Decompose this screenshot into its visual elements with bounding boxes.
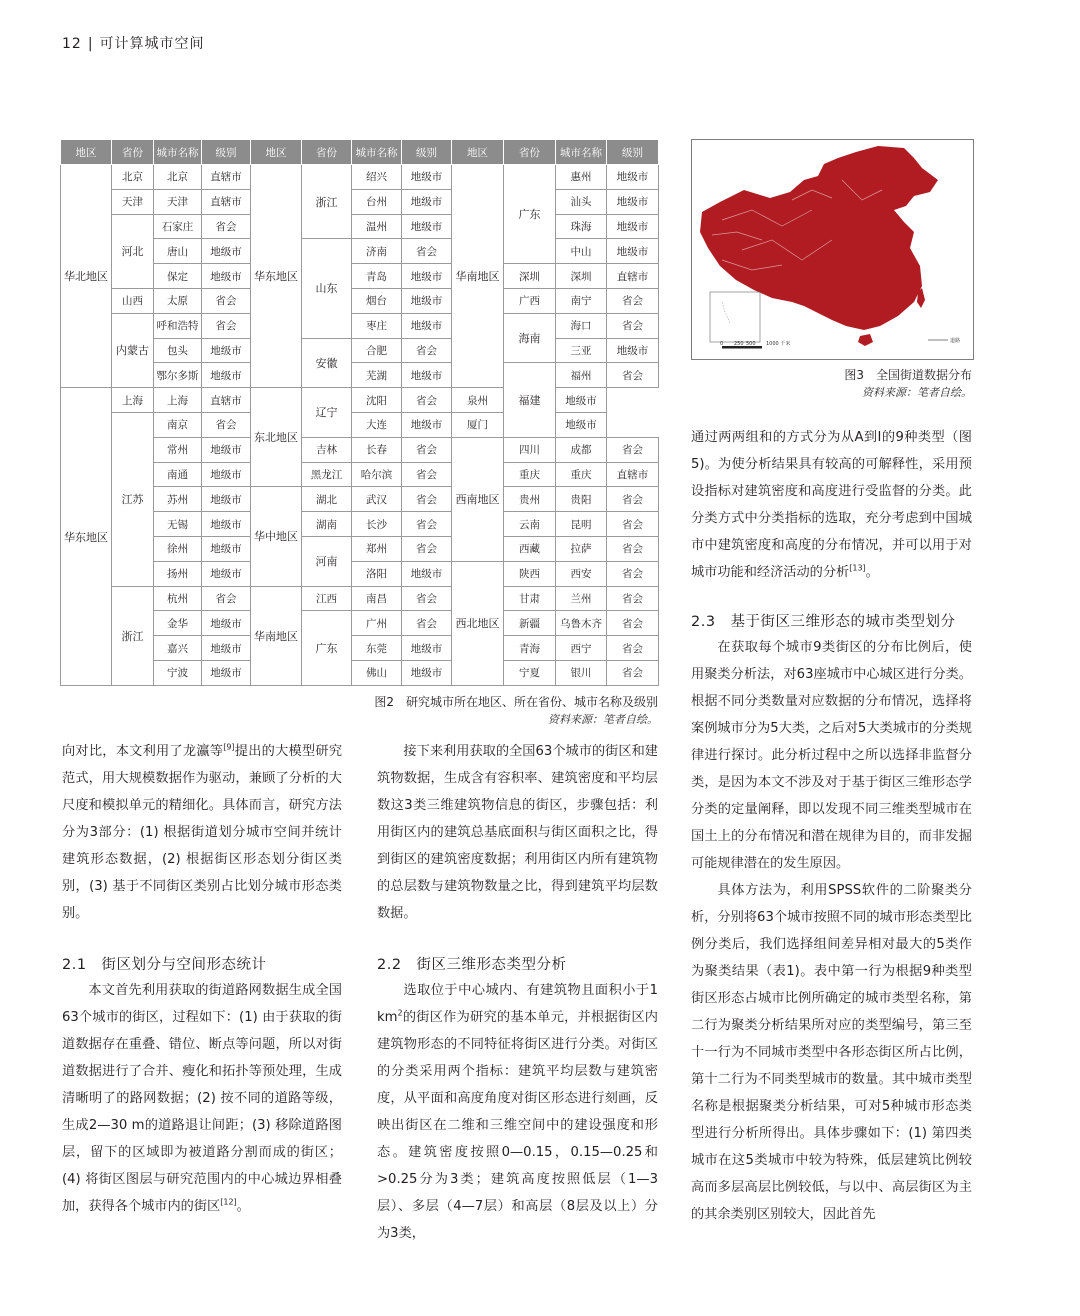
city-cell: 鄂尔多斯 — [154, 363, 202, 388]
city-cell: 苏州 — [154, 487, 202, 512]
level-cell: 省会 — [607, 288, 659, 313]
level-cell: 直辖市 — [202, 189, 251, 214]
province-cell: 黑龙江 — [302, 462, 352, 487]
city-cell: 福州 — [556, 363, 607, 388]
city-cell: 厦门 — [452, 412, 504, 437]
text-run: 。 — [865, 565, 879, 580]
legend-label: 道路 — [950, 338, 961, 344]
level-cell: 地级市 — [607, 239, 659, 264]
city-cell: 银川 — [556, 660, 607, 685]
level-cell: 地级市 — [202, 561, 251, 586]
city-cell: 西宁 — [556, 636, 607, 661]
province-cell: 湖南 — [302, 512, 352, 537]
province-cell: 江西 — [302, 586, 352, 611]
header-cell: 省份 — [112, 140, 154, 165]
region-cell: 华东地区 — [251, 165, 302, 388]
region-cell: 西北地区 — [452, 561, 504, 685]
level-cell: 地级市 — [607, 338, 659, 363]
paragraph — [62, 977, 342, 1220]
level-cell: 地级市 — [402, 264, 452, 289]
left-column-bottom — [62, 977, 342, 1220]
level-cell: 省会 — [402, 487, 452, 512]
header-cell: 省份 — [302, 140, 352, 165]
book-title: 可计算城市空间 — [99, 36, 205, 52]
city-cell: 杭州 — [154, 586, 202, 611]
level-cell: 省会 — [402, 611, 452, 636]
province-cell: 吉林 — [302, 437, 352, 462]
level-cell: 省会 — [402, 437, 452, 462]
level-cell: 省会 — [202, 586, 251, 611]
running-header — [62, 33, 205, 53]
province-cell: 河南 — [302, 536, 352, 586]
level-cell: 省会 — [607, 437, 659, 462]
level-cell: 地级市 — [607, 165, 659, 190]
header-cell: 省份 — [504, 140, 556, 165]
city-cell: 天津 — [154, 189, 202, 214]
city-cell: 枣庄 — [352, 313, 402, 338]
city-cell: 汕头 — [556, 189, 607, 214]
province-cell: 河北 — [112, 214, 154, 288]
level-cell: 地级市 — [556, 388, 607, 413]
level-cell: 省会 — [402, 536, 452, 561]
province-cell: 山西 — [112, 288, 154, 313]
province-cell: 北京 — [112, 165, 154, 190]
province-cell: 广东 — [504, 165, 556, 264]
city-cell: 乌鲁木齐 — [556, 611, 607, 636]
city-cell: 济南 — [352, 239, 402, 264]
city-cell: 西安 — [556, 561, 607, 586]
level-cell: 省会 — [202, 288, 251, 313]
city-cell: 合肥 — [352, 338, 402, 363]
province-cell: 重庆 — [504, 462, 556, 487]
level-cell: 省会 — [607, 363, 659, 388]
level-cell: 地级市 — [202, 338, 251, 363]
city-cell: 包头 — [154, 338, 202, 363]
right-column-top — [691, 424, 972, 586]
city-cell: 无锡 — [154, 512, 202, 537]
middle-column-top — [377, 738, 658, 927]
figure-2-caption — [330, 694, 658, 728]
level-cell: 地级市 — [402, 165, 452, 190]
city-cell: 徐州 — [154, 536, 202, 561]
level-cell: 省会 — [202, 214, 251, 239]
caption-source: 资料来源：笔者自绘。 — [548, 713, 658, 726]
paragraph — [691, 424, 972, 586]
map-figure — [692, 140, 973, 359]
city-cell: 南京 — [154, 412, 202, 437]
level-cell: 地级市 — [402, 561, 452, 586]
level-cell: 地级市 — [202, 363, 251, 388]
city-cell: 宁波 — [154, 660, 202, 685]
city-cell: 中山 — [556, 239, 607, 264]
city-cell: 佛山 — [352, 660, 402, 685]
city-cell: 郑州 — [352, 536, 402, 561]
level-cell: 省会 — [402, 462, 452, 487]
region-cell: 华南地区 — [251, 586, 302, 685]
province-cell: 陕西 — [504, 561, 556, 586]
city-cell: 南昌 — [352, 586, 402, 611]
city-cell: 呼和浩特 — [154, 313, 202, 338]
caption-source: 资料来源：笔者自绘。 — [862, 386, 972, 399]
city-cell: 南通 — [154, 462, 202, 487]
table-row — [61, 412, 659, 437]
city-cell: 三亚 — [556, 338, 607, 363]
paragraph — [62, 738, 342, 927]
province-cell: 山东 — [302, 239, 352, 338]
right-column-bottom — [691, 634, 972, 1228]
level-cell: 省会 — [202, 412, 251, 437]
city-cell: 温州 — [352, 214, 402, 239]
level-cell: 地级市 — [556, 412, 607, 437]
city-cell: 保定 — [154, 264, 202, 289]
level-cell: 地级市 — [202, 512, 251, 537]
level-cell: 省会 — [402, 338, 452, 363]
middle-column-bottom — [377, 977, 658, 1247]
text-run: 通过两两组和的方式分为从A到I的9种类型（图5)。为使分析结果具有较高的可解释性，采用预设指标对建筑密度和高度进行受监督的分类。此分类方式中分类指标的选取，充分考虑到中国城市中建筑密度和高度的分布情况，并可以用于对城市功能和经济活动的分析 — [691, 430, 972, 580]
superscript: 2 — [397, 1008, 403, 1018]
level-cell: 地级市 — [607, 214, 659, 239]
province-cell: 甘肃 — [504, 586, 556, 611]
header-cell: 级别 — [607, 140, 659, 165]
province-cell: 深圳 — [504, 264, 556, 289]
region-cell: 西南地区 — [452, 437, 504, 561]
city-cell: 珠海 — [556, 214, 607, 239]
mainland-china — [700, 146, 938, 330]
header-cell: 地区 — [251, 140, 302, 165]
city-cell: 武汉 — [352, 487, 402, 512]
city-cell: 哈尔滨 — [352, 462, 402, 487]
citation: [13] — [849, 563, 866, 573]
text-run: 。 — [236, 1199, 250, 1214]
level-cell: 省会 — [202, 313, 251, 338]
province-cell: 青海 — [504, 636, 556, 661]
level-cell: 地级市 — [607, 189, 659, 214]
city-cell: 青岛 — [352, 264, 402, 289]
level-cell: 地级市 — [402, 313, 452, 338]
province-cell: 福建 — [504, 363, 556, 437]
province-cell: 辽宁 — [302, 388, 352, 438]
province-cell: 湖北 — [302, 487, 352, 512]
city-cell: 洛阳 — [352, 561, 402, 586]
level-cell: 省会 — [607, 636, 659, 661]
header-cell: 地区 — [61, 140, 112, 165]
province-cell: 云南 — [504, 512, 556, 537]
city-cell: 长沙 — [352, 512, 402, 537]
level-cell: 地级市 — [402, 214, 452, 239]
paragraph: 具体方法为，利用SPSS软件的二阶聚类分析，分别将63个城市按照不同的城市形态类型比例分类后，我们选择组间差异相对最大的5类作为聚类结果（表1)。表中第一行为根据9种类型街区形态占城市比例所确定的城市类型名称，第二行为聚类分析结果所对应的类型编号，第三至十一行为不同城市类型中各形态街区所占比例，第十二行为不同类型城市的数量。其中城市类型名称是根据聚类分析结果，可对5种城市形态类型进行分析所得出。具体步骤如下：(1) 第四类城市在这5类城市中较为特殊，低层建筑比例较高而多层高层比例较低，与以中、高层街区为主的其余类别区别较大，因此首先 — [691, 883, 972, 1222]
figure-3-caption — [691, 367, 972, 401]
city-cell: 太原 — [154, 288, 202, 313]
table-row — [61, 288, 659, 313]
citation: [9] — [223, 742, 235, 752]
level-cell: 直辖市 — [607, 264, 659, 289]
province-cell: 西藏 — [504, 536, 556, 561]
city-cell: 广州 — [352, 611, 402, 636]
city-cell: 北京 — [154, 165, 202, 190]
page-number: 12 — [62, 36, 82, 52]
city-cell: 烟台 — [352, 288, 402, 313]
city-cell: 嘉兴 — [154, 636, 202, 661]
text-run: 提出的大模型研究范式，用大规模数据作为驱动，兼顾了分析的大尺度和模拟单元的精细化。具体而言，研究方法分为3部分：(1) 根据街道划分城市空间并统计建筑形态数据，(2) 根据街区形态划分街区类别，(3) 基于不同街区类别占比划分城市形态类别。 — [62, 744, 343, 921]
province-cell: 新疆 — [504, 611, 556, 636]
level-cell: 地级市 — [202, 660, 251, 685]
table-row — [61, 313, 659, 338]
text-run: 本文首先利用获取的街道路网数据生成全国63个城市的街区，过程如下：(1) 由于获取的街道数据存在重叠、错位、断点等问题，所以对街道数据进行了合并、瘦化和拓扑等预处理，生成清晰明了的路网数据；(2) 按不同的道路等级，生成2—30 m的道路退让间距；(3) 移除道路图层，留下的区域即为被道路分割而成的街区；(4) 将街区图层与研究范围内的中心城边界相叠加，获得各个城市内的街区 — [62, 983, 342, 1214]
province-cell: 内蒙古 — [112, 313, 154, 387]
level-cell: 地级市 — [402, 636, 452, 661]
level-cell: 地级市 — [402, 660, 452, 685]
table-row — [61, 214, 659, 239]
city-cell: 惠州 — [556, 165, 607, 190]
level-cell: 省会 — [402, 239, 452, 264]
citation: [12] — [220, 1197, 237, 1207]
region-cell: 华中地区 — [251, 487, 302, 586]
table-header-row — [61, 140, 659, 165]
left-column-top — [62, 738, 342, 927]
province-cell: 四川 — [504, 437, 556, 462]
hainan-island — [858, 334, 873, 346]
region-cell: 东北地区 — [251, 388, 302, 487]
city-cell: 拉萨 — [556, 536, 607, 561]
city-cell: 绍兴 — [352, 165, 402, 190]
header-cell: 地区 — [452, 140, 504, 165]
scale-label: 1000 千米 — [766, 341, 791, 347]
city-cell: 南宁 — [556, 288, 607, 313]
level-cell: 省会 — [607, 561, 659, 586]
city-cell: 唐山 — [154, 239, 202, 264]
city-cell: 重庆 — [556, 462, 607, 487]
province-cell: 广东 — [302, 611, 352, 686]
level-cell: 地级市 — [402, 288, 452, 313]
paragraph — [377, 977, 658, 1247]
city-cell: 芜湖 — [352, 363, 402, 388]
region-cell: 华东地区 — [61, 388, 112, 686]
level-cell: 地级市 — [202, 536, 251, 561]
scale-label: 250 — [734, 341, 744, 347]
scale-label: 0 — [720, 341, 724, 347]
scale-label: 500 — [746, 341, 756, 347]
city-cell: 石家庄 — [154, 214, 202, 239]
city-cell: 沈阳 — [352, 388, 402, 413]
header-cell: 城市名称 — [556, 140, 607, 165]
city-table — [60, 139, 659, 686]
level-cell: 省会 — [607, 512, 659, 537]
level-cell: 地级市 — [402, 412, 452, 437]
province-cell: 海南 — [504, 313, 556, 363]
region-cell: 华北地区 — [61, 165, 112, 388]
province-cell: 浙江 — [112, 586, 154, 685]
city-cell: 东莞 — [352, 636, 402, 661]
city-cell: 贵阳 — [556, 487, 607, 512]
level-cell: 省会 — [607, 487, 659, 512]
level-cell: 地级市 — [402, 189, 452, 214]
level-cell: 地级市 — [402, 363, 452, 388]
city-cell: 成都 — [556, 437, 607, 462]
province-cell: 浙江 — [302, 165, 352, 239]
level-cell: 省会 — [607, 536, 659, 561]
city-cell: 泉州 — [452, 388, 504, 413]
level-cell: 省会 — [402, 512, 452, 537]
region-cell: 华南地区 — [452, 165, 504, 388]
table-row — [61, 388, 659, 413]
province-cell: 广西 — [504, 288, 556, 313]
city-cell: 海口 — [556, 313, 607, 338]
text-run: 向对比，本文利用了龙瀛等 — [62, 744, 224, 759]
south-china-sea-inset — [710, 292, 760, 342]
level-cell: 地级市 — [202, 611, 251, 636]
table-row — [61, 165, 659, 190]
level-cell: 直辖市 — [202, 388, 251, 413]
city-cell: 深圳 — [556, 264, 607, 289]
inset-boundary-line — [722, 302, 730, 323]
province-cell: 宁夏 — [504, 660, 556, 685]
level-cell: 省会 — [607, 586, 659, 611]
paragraph: 接下来利用获取的全国63个城市的街区和建筑物数据，生成含有容积率、建筑密度和平均层数这3类三维建筑物信息的街区，步骤包括：利用街区内的建筑总基底面积与街区面积之比，得到街区的建筑密度数据；利用街区内所有建筑物的总层数与建筑物数量之比，得到建筑平均层数数据。 — [377, 744, 658, 921]
header-cell: 城市名称 — [154, 140, 202, 165]
province-cell: 天津 — [112, 189, 154, 214]
level-cell: 省会 — [402, 586, 452, 611]
section-2-2-title: 2.2 街区三维形态类型分析 — [377, 957, 567, 973]
paragraph: 在获取每个城市9类街区的分布比例后，使用聚类分析法，对63座城市中心城区进行分类。根据不同分类数量对应数据的分布情况，选择将案例城市分为5大类，之后对5大类城市的分类规律进行探讨。此分析过程中之所以选择非监督分类，是因为本文不涉及对于基于街区三维形态学分类的定量阐释，即以发现不同三维类型城市在国土上的分布情况和潜在规律为目的，而非发掘可能规律潜在的发生原因。 — [691, 640, 972, 871]
table-row — [61, 586, 659, 611]
city-cell: 长春 — [352, 437, 402, 462]
header-separator: | — [87, 36, 94, 52]
level-cell: 直辖市 — [607, 462, 659, 487]
text-run: 选取位于中心城内、有建筑物且面积小于1 km — [377, 983, 658, 1025]
city-cell: 兰州 — [556, 586, 607, 611]
level-cell: 直辖市 — [202, 165, 251, 190]
caption-text: 图3 全国街道数据分布 — [844, 368, 972, 382]
level-cell: 地级市 — [202, 636, 251, 661]
city-cell: 昆明 — [556, 512, 607, 537]
level-cell: 地级市 — [202, 239, 251, 264]
city-cell: 金华 — [154, 611, 202, 636]
header-cell: 级别 — [202, 140, 251, 165]
city-cell: 上海 — [154, 388, 202, 413]
city-cell: 大连 — [352, 412, 402, 437]
level-cell: 地级市 — [202, 487, 251, 512]
level-cell: 省会 — [402, 388, 452, 413]
city-cell: 扬州 — [154, 561, 202, 586]
level-cell: 省会 — [607, 611, 659, 636]
province-cell: 江苏 — [112, 412, 154, 586]
level-cell: 地级市 — [202, 264, 251, 289]
province-cell: 贵州 — [504, 487, 556, 512]
level-cell: 地级市 — [202, 462, 251, 487]
table-row — [61, 189, 659, 214]
level-cell: 省会 — [607, 660, 659, 685]
section-2-3-title: 2.3 基于街区三维形态的城市类型划分 — [691, 614, 956, 630]
level-cell: 省会 — [607, 313, 659, 338]
province-cell: 上海 — [112, 388, 154, 413]
city-cell: 台州 — [352, 189, 402, 214]
level-cell: 地级市 — [202, 437, 251, 462]
caption-text: 图2 研究城市所在地区、所在省份、城市名称及级别 — [374, 695, 658, 709]
province-cell: 安徽 — [302, 338, 352, 388]
header-cell: 城市名称 — [352, 140, 402, 165]
text-run: 的街区作为研究的基本单元，并根据街区内建筑物形态的不同特征将街区进行分类。对街区的分类采用两个指标：建筑平均层数与建筑密度，从平面和高度角度对街区形态进行刻画，反映出街区在二维和三维空间中的建设强度和形态。建筑密度按照0—0.15，0.15—0.25和>0.25分为3类；建筑高度按照低层（1—3层）、多层（4—7层）和高层（8层及以上）分为3类， — [377, 1010, 658, 1241]
header-cell: 级别 — [402, 140, 452, 165]
section-2-1-title: 2.1 街区划分与空间形态统计 — [62, 957, 267, 973]
city-cell: 常州 — [154, 437, 202, 462]
china-street-map — [691, 139, 974, 360]
